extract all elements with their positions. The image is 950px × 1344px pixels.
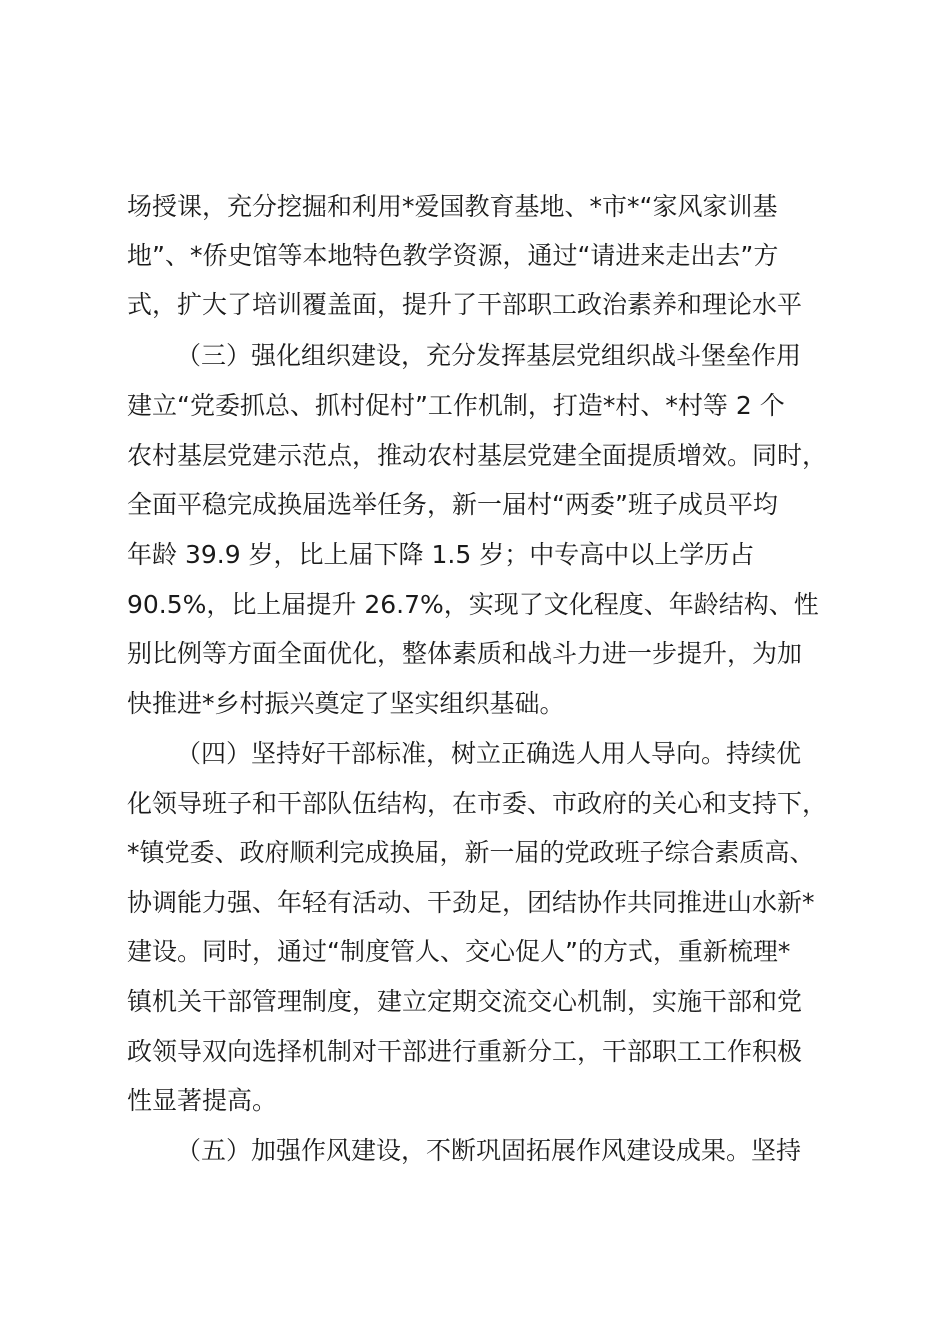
body-text-line: 别比例等方面全面优化，整体素质和战斗力进一步提升，为加 — [127, 639, 803, 668]
body-text-line: 政领导双向选择机制对干部进行重新分工，干部职工工作积极 — [127, 1037, 803, 1066]
section-heading-4: （四）坚持好干部标准，树立正确选人用人导向。持续优 — [176, 739, 802, 768]
body-text-line: 90.5%，比上届提升 26.7%，实现了文化程度、年龄结构、性 — [127, 590, 819, 619]
body-text-line: 协调能力强、年轻有活动、干劲足，团结协作共同推进山水新* — [127, 888, 815, 917]
body-text-line: 快推进*乡村振兴奠定了坚实组织基础。 — [127, 689, 565, 718]
body-text-line: 年龄 39.9 岁，比上届下降 1.5 岁；中专高中以上学历占 — [127, 540, 755, 569]
body-text-line: 地”、*侨史馆等本地特色教学资源，通过“请进来走出去”方 — [127, 241, 779, 270]
body-text-line: 全面平稳完成换届选举任务，新一届村“两委”班子成员平均 — [127, 490, 778, 519]
body-text-line: 性显著提高。 — [127, 1086, 278, 1115]
body-text-line: 建立“党委抓总、抓村促村”工作机制，打造*村、*村等 2 个 — [127, 391, 785, 420]
body-text-line: 式，扩大了培训覆盖面，提升了干部职工政治素养和理论水平 — [127, 290, 803, 319]
body-text-line: 镇机关干部管理制度，建立定期交流交心机制，实施干部和党 — [127, 987, 803, 1016]
section-heading-3: （三）强化组织建设，充分发挥基层党组织战斗堡垒作用 — [176, 341, 802, 370]
body-text-line: 建设。同时，通过“制度管人、交心促人”的方式，重新梳理* — [127, 937, 791, 966]
body-text-line: 化领导班子和干部队伍结构，在市委、市政府的关心和支持下， — [127, 789, 828, 818]
body-text-line: 场授课，充分挖掘和利用*爱国教育基地、*市*“家风家训基 — [127, 192, 778, 221]
body-text-line: 农村基层党建示范点，推动农村基层党建全面提质增效。同时， — [127, 441, 828, 470]
section-heading-5: （五）加强作风建设，不断巩固拓展作风建设成果。坚持 — [176, 1136, 802, 1165]
body-text-line: *镇党委、政府顺利完成换届，新一届的党政班子综合素质高、 — [127, 838, 815, 867]
